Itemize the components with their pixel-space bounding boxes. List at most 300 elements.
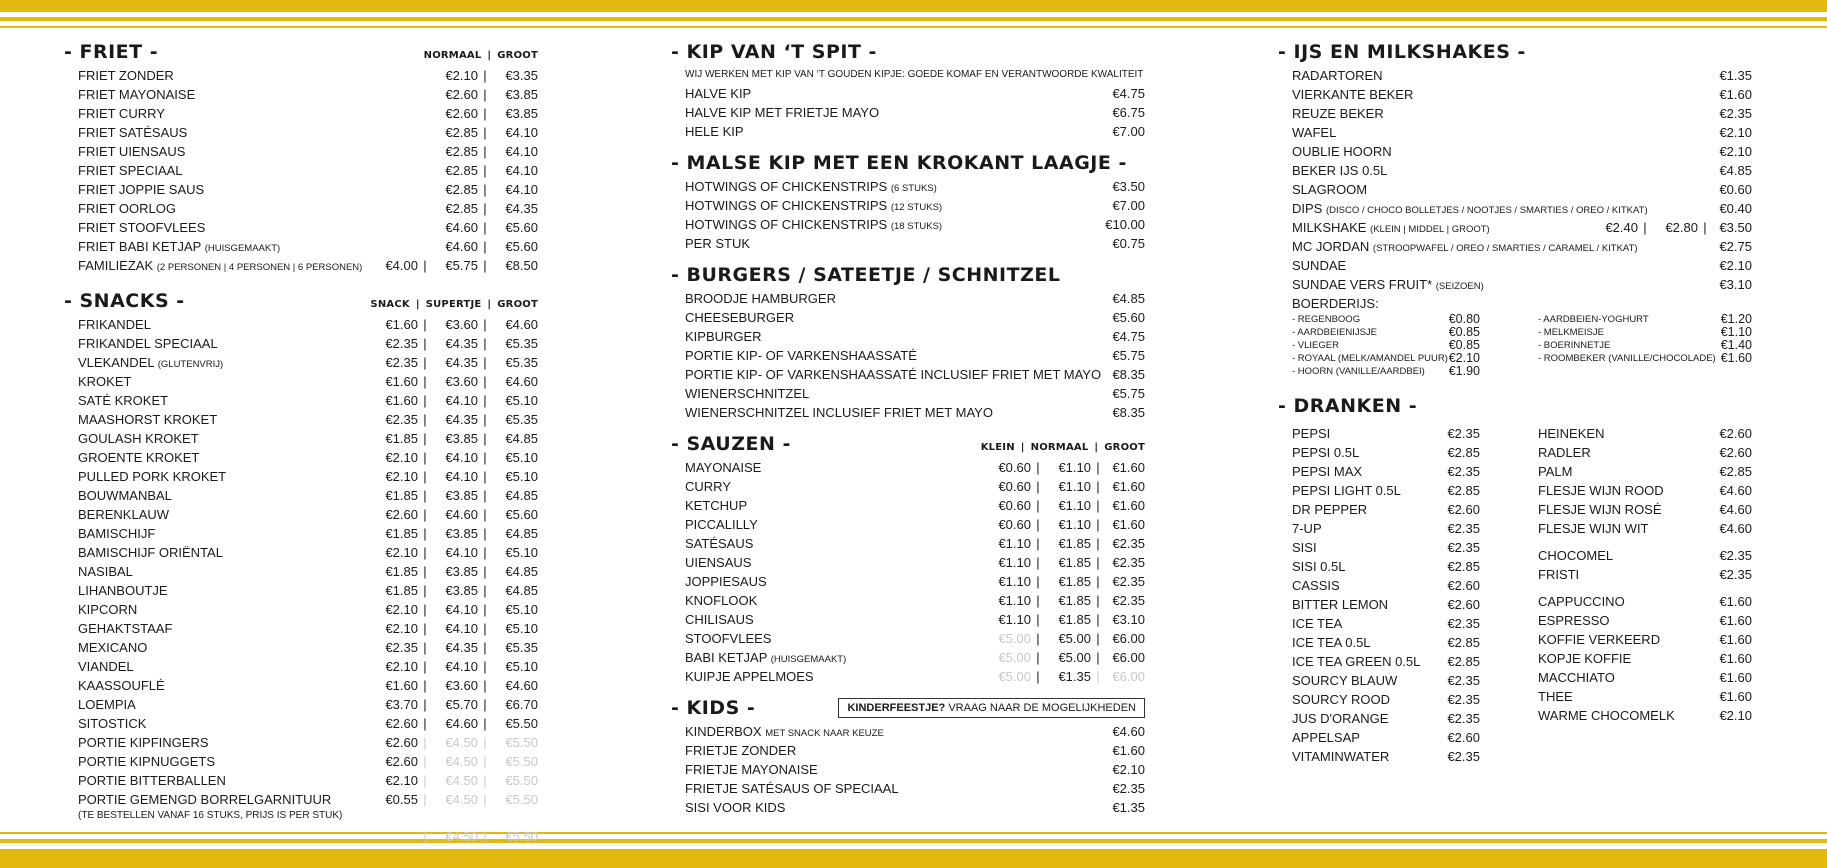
item-label: FLESJE WIJN ROSÉ bbox=[1538, 502, 1662, 517]
price: €2.60 bbox=[1719, 445, 1752, 460]
price: €5.10 bbox=[505, 621, 538, 636]
price: €3.85 bbox=[445, 488, 478, 503]
price: €2.10 bbox=[1719, 125, 1752, 140]
price: €2.60 bbox=[1447, 730, 1480, 745]
price: €4.85 bbox=[505, 526, 538, 541]
menu-item bbox=[685, 648, 1145, 667]
item-note: (KLEIN | MIDDEL | GROOT) bbox=[1370, 224, 1490, 235]
item-prices: €1.85 | €3.85 | €4.85 bbox=[380, 581, 538, 600]
item-name bbox=[78, 581, 168, 600]
menu-item bbox=[685, 403, 1145, 422]
column-middle bbox=[671, 38, 1145, 817]
item-label: RADLER bbox=[1538, 445, 1591, 460]
menu-item bbox=[1538, 519, 1752, 538]
section-kids bbox=[671, 694, 1145, 817]
menu-item bbox=[1292, 218, 1752, 237]
price: €1.60 bbox=[385, 317, 418, 332]
price: €1.60 bbox=[1112, 743, 1145, 758]
item-label: ESPRESSO bbox=[1538, 613, 1610, 628]
item-label: FRISTI bbox=[1538, 567, 1580, 582]
price: €1.10 bbox=[998, 593, 1031, 608]
item-label: THEE bbox=[1538, 689, 1573, 704]
price: €1.60 bbox=[385, 678, 418, 693]
price: €7.00 bbox=[1112, 124, 1145, 139]
item-prices: €2.35 | €4.35 | €5.35 bbox=[380, 353, 538, 372]
menu-item bbox=[78, 142, 538, 161]
menu-item bbox=[1292, 728, 1480, 747]
item-prices: €3.70 | €5.70 | €6.70 bbox=[380, 695, 538, 714]
price: €2.75 bbox=[1719, 239, 1752, 254]
menu-item bbox=[1292, 443, 1480, 462]
item-label: PORTIE KIPFINGERS bbox=[78, 735, 209, 750]
price: €2.85 bbox=[445, 163, 478, 178]
item-prices: €2.40 | €2.80 | €3.50 bbox=[1600, 218, 1752, 237]
item-prices bbox=[1112, 234, 1145, 253]
price: €4.35 bbox=[445, 355, 478, 370]
price: €2.85 bbox=[1447, 483, 1480, 498]
menu-item bbox=[685, 365, 1145, 384]
item-label: PULLED PORK KROKET bbox=[78, 469, 227, 484]
item-name bbox=[1292, 237, 1638, 256]
price: €4.35 bbox=[445, 412, 478, 427]
header-label: GROOT bbox=[1104, 442, 1145, 453]
item-name bbox=[78, 695, 136, 714]
menu-item bbox=[78, 429, 538, 448]
price: €0.60 bbox=[998, 479, 1031, 494]
menu-item bbox=[685, 553, 1145, 572]
section-title: - SNACKS - bbox=[64, 290, 185, 312]
menu-item bbox=[685, 534, 1145, 553]
item-prices bbox=[1105, 215, 1145, 234]
price: €1.60 bbox=[1720, 351, 1752, 365]
item-prices: €1.10 | €1.85 | €2.35 bbox=[993, 572, 1145, 591]
price: €4.35 bbox=[445, 336, 478, 351]
price: €4.60 bbox=[445, 507, 478, 522]
item-label: BOUWMANBAL bbox=[78, 488, 172, 503]
item-label: - VLIEGER bbox=[1292, 340, 1339, 351]
item-label: JOPPIESAUS bbox=[685, 574, 767, 589]
menu-item bbox=[78, 657, 538, 676]
price: €1.85 bbox=[385, 583, 418, 598]
item-prices: €0.60 | €1.10 | €1.60 bbox=[993, 458, 1145, 477]
price: €2.60 bbox=[1719, 426, 1752, 441]
item-note: (2 PERSONEN | 4 PERSONEN | 6 PERSONEN) bbox=[156, 262, 363, 273]
item-label: PORTIE BITTERBALLEN bbox=[78, 773, 226, 788]
menu-item bbox=[1292, 557, 1480, 576]
price: €2.35 bbox=[1112, 593, 1145, 608]
menu-item bbox=[1292, 709, 1480, 728]
section-title: - IJS EN MILKSHAKES - bbox=[1278, 41, 1526, 63]
price: €4.85 bbox=[505, 488, 538, 503]
menu-item bbox=[1538, 500, 1752, 519]
item-prices bbox=[1712, 161, 1752, 180]
header-label: NORMAAL bbox=[1030, 442, 1089, 453]
item-label: FRIET JOPPIE SAUS bbox=[78, 182, 205, 197]
menu-item bbox=[78, 123, 538, 142]
item-name bbox=[685, 741, 796, 760]
item-prices: €2.85 | €4.10 bbox=[432, 161, 538, 180]
item-name bbox=[78, 161, 183, 180]
item-name bbox=[1292, 104, 1384, 123]
item-prices bbox=[1112, 327, 1145, 346]
price: €2.85 bbox=[1447, 559, 1480, 574]
price: €1.60 bbox=[1112, 479, 1145, 494]
item-prices bbox=[1112, 741, 1145, 760]
item-label: NASIBAL bbox=[78, 564, 133, 579]
price: €1.20 bbox=[1720, 312, 1752, 326]
item-name bbox=[78, 391, 168, 410]
price: €2.35 bbox=[1112, 555, 1145, 570]
item-name bbox=[78, 562, 133, 581]
item-name bbox=[78, 790, 331, 809]
price: €0.40 bbox=[1719, 201, 1752, 216]
item-label: HOTWINGS OF CHICKENSTRIPS bbox=[685, 179, 888, 194]
price: €2.35 bbox=[1447, 521, 1480, 536]
price: €1.10 bbox=[1058, 498, 1091, 513]
menu-item bbox=[685, 327, 1145, 346]
item-label: JUS D'ORANGE bbox=[1292, 711, 1389, 726]
item-label: CHOCOMEL bbox=[1538, 548, 1614, 563]
item-name bbox=[78, 218, 205, 237]
menu-item bbox=[685, 572, 1145, 591]
price: €4.10 bbox=[505, 125, 538, 140]
item-name bbox=[1292, 256, 1346, 275]
item-prices: €1.60 | €3.60 | €4.60 bbox=[380, 372, 538, 391]
item-prices bbox=[1112, 289, 1145, 308]
header-label: GROOT bbox=[497, 299, 538, 310]
item-prices: €1.60 | €4.10 | €5.10 bbox=[380, 391, 538, 410]
header-label: SUPERTJE bbox=[425, 299, 482, 310]
price: €2.35 bbox=[1447, 540, 1480, 555]
item-label: VIERKANTE BEKER bbox=[1292, 87, 1414, 102]
price: €7.00 bbox=[1112, 198, 1145, 213]
item-note: (12 STUKS) bbox=[890, 202, 943, 213]
item-label: APPELSAP bbox=[1292, 730, 1360, 745]
menu-item bbox=[685, 629, 1145, 648]
price: €5.70 bbox=[445, 697, 478, 712]
menu-item bbox=[1538, 668, 1752, 687]
item-name bbox=[78, 85, 195, 104]
price: €5.00 bbox=[1058, 650, 1091, 665]
price: €8.35 bbox=[1112, 367, 1145, 382]
price: €2.35 bbox=[1447, 616, 1480, 631]
price: €1.90 bbox=[1448, 364, 1480, 378]
item-name bbox=[78, 714, 146, 733]
price: €5.10 bbox=[505, 659, 538, 674]
price: €6.00 bbox=[1112, 669, 1145, 684]
menu-item bbox=[78, 790, 538, 809]
price: €5.50 bbox=[505, 735, 538, 750]
menu-item bbox=[78, 695, 538, 714]
item-label: FLESJE WIJN WIT bbox=[1538, 521, 1649, 536]
item-prices: €2.10 | €4.10 | €5.10 bbox=[380, 619, 538, 638]
price: €5.35 bbox=[505, 640, 538, 655]
extra-price-row: | €4.50 | €5.50 bbox=[423, 829, 538, 844]
menu-item bbox=[1538, 352, 1752, 365]
menu-item bbox=[1292, 237, 1752, 256]
price: €2.10 bbox=[385, 621, 418, 636]
item-name bbox=[78, 180, 204, 199]
item-label: DIPS bbox=[1292, 201, 1323, 216]
item-prices: €2.10 | €4.10 | €5.10 bbox=[380, 448, 538, 467]
item-prices: €2.85 | €4.10 bbox=[432, 180, 538, 199]
item-label: PEPSI LIGHT 0.5L bbox=[1292, 483, 1401, 498]
price: €5.50 bbox=[505, 716, 538, 731]
item-name bbox=[685, 515, 758, 534]
price: €3.70 bbox=[385, 697, 418, 712]
price: €4.10 bbox=[445, 659, 478, 674]
price: €3.85 bbox=[445, 564, 478, 579]
item-label: PEPSI 0.5L bbox=[1292, 445, 1360, 460]
menu-item bbox=[1292, 519, 1480, 538]
item-label: HALVE KIP MET FRIETJE MAYO bbox=[685, 105, 880, 120]
item-label: CHILISAUS bbox=[685, 612, 754, 627]
price: €3.10 bbox=[1112, 612, 1145, 627]
menu-item bbox=[78, 237, 538, 256]
item-name bbox=[685, 760, 818, 779]
section-dranken bbox=[1278, 392, 1752, 766]
price: €0.75 bbox=[1112, 236, 1145, 251]
item-name bbox=[78, 657, 134, 676]
price: €4.60 bbox=[1719, 502, 1752, 517]
item-label: LIHANBOUTJE bbox=[78, 583, 168, 598]
item-name bbox=[685, 384, 809, 403]
price: €4.50 bbox=[445, 792, 478, 807]
item-name bbox=[78, 199, 176, 218]
menu-item bbox=[685, 760, 1145, 779]
item-prices: €1.10 | €1.85 | €2.35 bbox=[993, 534, 1145, 553]
price: €5.00 bbox=[1058, 631, 1091, 646]
menu-item bbox=[685, 667, 1145, 686]
price: €1.10 bbox=[1058, 479, 1091, 494]
item-label: SATÉSAUS bbox=[685, 536, 754, 551]
item-name bbox=[1292, 142, 1392, 161]
price: €4.10 bbox=[505, 182, 538, 197]
order-note: (TE BESTELLEN VANAF 16 STUKS, PRIJS IS PER STUK) bbox=[78, 810, 343, 821]
price: €5.50 bbox=[505, 792, 538, 807]
menu-item bbox=[685, 798, 1145, 817]
item-label: 7-UP bbox=[1292, 521, 1322, 536]
menu-item bbox=[78, 543, 538, 562]
price: €4.10 bbox=[445, 450, 478, 465]
price: €1.85 bbox=[1058, 574, 1091, 589]
item-prices: €4.00 | €5.75 | €8.50 bbox=[380, 256, 538, 275]
price: €1.35 bbox=[1058, 669, 1091, 684]
price: €6.70 bbox=[505, 697, 538, 712]
price: €4.50 bbox=[445, 735, 478, 750]
top-stripe-thinner bbox=[0, 26, 1827, 28]
item-label: PALM bbox=[1538, 464, 1573, 479]
item-name bbox=[685, 177, 937, 196]
price: €1.85 bbox=[385, 431, 418, 446]
item-label: FRIET BABI KETJAP bbox=[78, 239, 202, 254]
item-prices: €0.60 | €1.10 | €1.60 bbox=[993, 477, 1145, 496]
price: €4.60 bbox=[505, 678, 538, 693]
item-prices: €1.85 | €3.85 | €4.85 bbox=[380, 562, 538, 581]
item-name bbox=[685, 648, 846, 667]
price: €0.60 bbox=[998, 460, 1031, 475]
item-name bbox=[685, 572, 767, 591]
item-prices bbox=[1112, 84, 1145, 103]
price: €4.85 bbox=[505, 564, 538, 579]
item-label: - ROOMBEKER (VANILLE/CHOCOLADE) bbox=[1538, 353, 1716, 364]
price: €1.60 bbox=[1719, 689, 1752, 704]
menu-item bbox=[1538, 339, 1752, 352]
menu-item bbox=[78, 353, 538, 372]
price: €3.85 bbox=[445, 583, 478, 598]
price: €3.35 bbox=[505, 68, 538, 83]
item-prices: €1.85 | €3.85 | €4.85 bbox=[380, 486, 538, 505]
section-title: - FRIET - bbox=[64, 41, 159, 63]
item-label: KOFFIE VERKEERD bbox=[1538, 632, 1661, 647]
price: €1.60 bbox=[1719, 651, 1752, 666]
menu-item bbox=[78, 256, 538, 275]
price: €2.10 bbox=[1719, 258, 1752, 273]
item-prices: €1.10 | €1.85 | €3.10 bbox=[993, 610, 1145, 629]
item-prices: €5.00 | €5.00 | €6.00 bbox=[993, 648, 1145, 667]
item-name bbox=[78, 334, 218, 353]
item-label: GROENTE KROKET bbox=[78, 450, 200, 465]
menu-item bbox=[685, 84, 1145, 103]
price: €2.10 bbox=[385, 469, 418, 484]
item-name bbox=[1292, 275, 1484, 294]
price: €10.00 bbox=[1105, 217, 1145, 232]
item-label: FRIET STOOFVLEES bbox=[78, 220, 206, 235]
price: €5.75 bbox=[1112, 386, 1145, 401]
item-prices: €2.10 | €4.10 | €5.10 bbox=[380, 467, 538, 486]
menu-item bbox=[685, 308, 1145, 327]
item-name bbox=[78, 256, 362, 275]
item-prices bbox=[1712, 180, 1752, 199]
item-label: PORTIE KIP- OF VARKENSHAASSATÉ bbox=[685, 348, 917, 363]
item-name bbox=[78, 467, 226, 486]
item-list bbox=[671, 84, 1145, 141]
item-label: PORTIE KIP- OF VARKENSHAASSATÉ INCLUSIEF FRIET MET MAYO bbox=[685, 367, 1102, 382]
price: €4.50 bbox=[445, 829, 478, 844]
item-label: CURRY bbox=[685, 479, 731, 494]
item-name bbox=[78, 543, 223, 562]
price: €5.60 bbox=[505, 220, 538, 235]
price: €2.35 bbox=[385, 355, 418, 370]
menu-item bbox=[1538, 481, 1752, 500]
section-snacks bbox=[64, 287, 538, 846]
price: €1.60 bbox=[1719, 632, 1752, 647]
price: €2.85 bbox=[445, 201, 478, 216]
price: €4.60 bbox=[1112, 724, 1145, 739]
menu-item bbox=[1292, 633, 1480, 652]
price: €1.85 bbox=[1058, 555, 1091, 570]
item-label: FRIET CURRY bbox=[78, 106, 165, 121]
price: €5.10 bbox=[505, 393, 538, 408]
item-prices: €1.85 | €3.85 | €4.85 bbox=[380, 429, 538, 448]
price-header: NORMAAL | GROOT bbox=[423, 50, 538, 61]
boerderijs-title: BOERDERIJS: bbox=[1292, 296, 1379, 311]
item-name bbox=[685, 798, 785, 817]
price: €2.10 bbox=[385, 659, 418, 674]
item-prices: €1.10 | €1.85 | €2.35 bbox=[993, 591, 1145, 610]
menu-item bbox=[1538, 443, 1752, 462]
price: €2.60 bbox=[385, 716, 418, 731]
price: €2.10 bbox=[385, 545, 418, 560]
menu-item bbox=[78, 180, 538, 199]
price: €4.10 bbox=[505, 144, 538, 159]
item-prices: €5.00 | €1.35 | €6.00 bbox=[993, 667, 1145, 686]
item-prices: €1.60 | €3.60 | €4.60 bbox=[380, 676, 538, 695]
price: €5.00 bbox=[998, 650, 1031, 665]
price: €3.85 bbox=[445, 431, 478, 446]
item-label: FRIET ZONDER bbox=[78, 68, 174, 83]
price: €4.75 bbox=[1112, 86, 1145, 101]
price: €2.80 bbox=[1665, 220, 1698, 235]
price: €5.00 bbox=[998, 669, 1031, 684]
price: €2.85 bbox=[1447, 635, 1480, 650]
price: €2.85 bbox=[1447, 445, 1480, 460]
column-left bbox=[64, 38, 538, 846]
item-name bbox=[685, 308, 794, 327]
item-prices bbox=[1712, 142, 1752, 161]
price: €1.60 bbox=[385, 374, 418, 389]
menu-item bbox=[685, 346, 1145, 365]
menu-item bbox=[685, 477, 1145, 496]
section-title: - DRANKEN - bbox=[1278, 395, 1418, 417]
item-label: VLEKANDEL bbox=[78, 355, 155, 370]
price: €2.60 bbox=[445, 106, 478, 121]
price: €5.50 bbox=[505, 829, 538, 844]
item-prices bbox=[1112, 779, 1145, 798]
item-label: SISI bbox=[1292, 540, 1317, 555]
price: €2.10 bbox=[1448, 351, 1480, 365]
item-label: FRIET SATÉSAUS bbox=[78, 125, 188, 140]
menu-item bbox=[685, 215, 1145, 234]
menu-item bbox=[1292, 481, 1480, 500]
menu-item bbox=[1292, 671, 1480, 690]
item-label: VIANDEL bbox=[78, 659, 134, 674]
item-name bbox=[78, 123, 187, 142]
item-note: (6 STUKS) bbox=[890, 183, 937, 194]
item-label: STOOFVLEES bbox=[685, 631, 772, 646]
price: €2.35 bbox=[385, 640, 418, 655]
menu-item bbox=[78, 104, 538, 123]
item-name bbox=[1292, 199, 1648, 218]
price: €4.10 bbox=[445, 621, 478, 636]
item-name bbox=[78, 619, 172, 638]
price: €5.35 bbox=[505, 412, 538, 427]
price: €1.60 bbox=[1112, 517, 1145, 532]
item-label: FRIET UIENSAUS bbox=[78, 144, 186, 159]
item-name bbox=[685, 458, 761, 477]
price: €3.60 bbox=[445, 317, 478, 332]
item-label: CHEESEBURGER bbox=[685, 310, 795, 325]
menu-item bbox=[685, 234, 1145, 253]
price: €1.60 bbox=[1112, 498, 1145, 513]
price: €2.35 bbox=[1447, 673, 1480, 688]
menu-item bbox=[1292, 180, 1752, 199]
item-label: - HOORN (VANILLE/AARDBEI) bbox=[1292, 366, 1425, 377]
price: €4.35 bbox=[505, 201, 538, 216]
price: €0.85 bbox=[1448, 325, 1480, 339]
price: €2.35 bbox=[1112, 574, 1145, 589]
item-name bbox=[78, 104, 165, 123]
price: €4.00 bbox=[385, 258, 418, 273]
menu-item bbox=[1538, 706, 1752, 725]
item-name bbox=[1292, 85, 1413, 104]
item-label: - AARDBEIEN-YOGHURT bbox=[1538, 314, 1649, 325]
item-label: MAYONAISE bbox=[685, 460, 762, 475]
menu-item bbox=[1292, 66, 1752, 85]
price: €5.60 bbox=[505, 507, 538, 522]
kinderfeestje-banner: KINDERFEESTJE? VRAAG NAAR DE MOGELIJKHEDEN bbox=[838, 698, 1145, 718]
menu-item bbox=[685, 515, 1145, 534]
